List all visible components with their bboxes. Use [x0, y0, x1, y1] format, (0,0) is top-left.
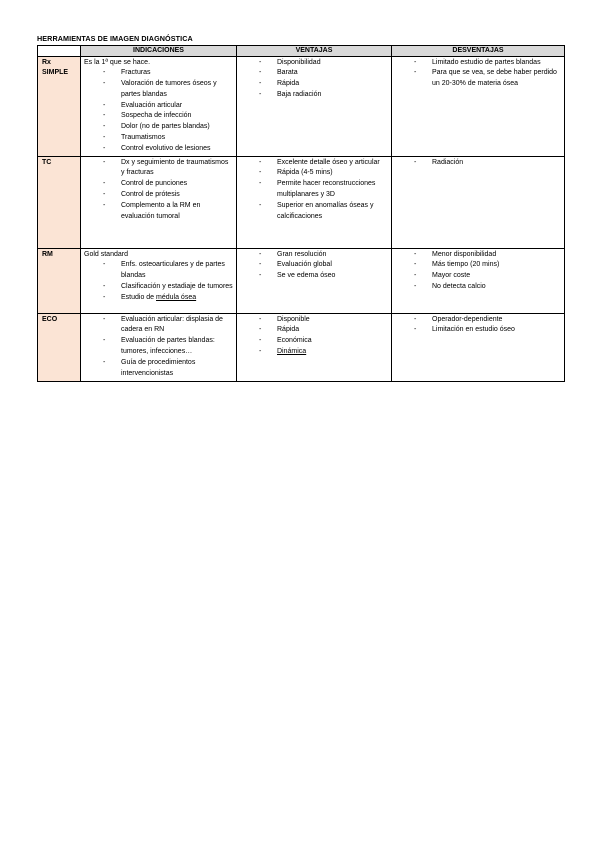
table-row-eco — [38, 313, 565, 381]
ventajas-list — [240, 158, 388, 223]
list-item: - Superior en anomalías óseas y calcificaciones — [240, 201, 388, 223]
list-item: - Rápida (4-5 mins) — [240, 168, 388, 179]
list-item: - Mayor coste — [395, 271, 561, 282]
diagnostic-imaging-table — [37, 45, 565, 382]
list-item: - Excelente detalle óseo y articular — [240, 158, 388, 169]
list-item: - Para que se vea, se debe haber perdido un 20-30% de materia ósea — [395, 68, 561, 90]
desventajas-list — [395, 158, 561, 169]
table-row-tc — [38, 156, 565, 248]
list-item: - Operador-dependiente — [395, 315, 561, 326]
cell-ventajas-rx — [237, 56, 392, 156]
row-label-eco: ECO — [38, 313, 81, 381]
list-item: - Control de prótesis — [84, 190, 233, 201]
desventajas-list — [395, 250, 561, 293]
cell-indicaciones-rm — [81, 248, 237, 313]
header-indicaciones: INDICACIONES — [81, 46, 237, 57]
list-item: - Complemento a la RM en evaluación tumoral — [84, 201, 233, 223]
list-item: - Baja radiación — [240, 90, 388, 101]
list-item — [84, 293, 233, 304]
indicaciones-list — [84, 68, 233, 154]
page-title: HERRAMIENTAS DE IMAGEN DIAGNÓSTICA — [37, 34, 193, 43]
underlined-term: médula ósea — [156, 293, 197, 301]
row-label-rx: Rx SIMPLE — [38, 56, 81, 156]
list-item: - Valoración de tumores óseos y partes blandas — [84, 79, 233, 101]
list-item: - Se ve edema óseo — [240, 271, 388, 282]
table-header-row — [38, 46, 565, 57]
list-item: - Control evolutivo de lesiones — [84, 144, 233, 155]
header-ventajas: VENTAJAS — [237, 46, 392, 57]
list-item: - Clasificación y estadiaje de tumores — [84, 282, 233, 293]
header-desventajas: DESVENTAJAS — [392, 46, 565, 57]
list-item: - Dx y seguimiento de traumatismos y fracturas — [84, 158, 233, 180]
ventajas-list — [240, 58, 388, 101]
indicaciones-list — [84, 260, 233, 303]
list-item: - Disponible — [240, 315, 388, 326]
list-item: - Rápida — [240, 325, 388, 336]
ventajas-list — [240, 250, 388, 282]
list-item: - Rápida — [240, 79, 388, 90]
table-row-rx — [38, 56, 565, 156]
list-item: - No detecta calcio — [395, 282, 561, 293]
list-item: - Gran resolución — [240, 250, 388, 261]
cell-indicaciones-rx — [81, 56, 237, 156]
list-item: - Evaluación articular: displasia de cadera en RN — [84, 315, 233, 337]
indicaciones-intro: Es la 1ª que se hace. — [84, 58, 151, 66]
desventajas-list — [395, 315, 561, 337]
list-item: - Menor disponibilidad — [395, 250, 561, 261]
list-item: - Enfs. osteoarticulares y de partes blandas — [84, 260, 233, 282]
list-item: - Más tiempo (20 mins) — [395, 260, 561, 271]
list-item: - Guía de procedimientos intervencionistas — [84, 358, 233, 380]
indicaciones-intro: Gold standard — [84, 250, 128, 258]
desventajas-list — [395, 58, 561, 90]
row-label-tc: TC — [38, 156, 81, 248]
cell-ventajas-tc — [237, 156, 392, 248]
list-item: - Evaluación global — [240, 260, 388, 271]
table-row-rm — [38, 248, 565, 313]
header-corner-cell — [38, 46, 81, 57]
cell-ventajas-rm — [237, 248, 392, 313]
list-item: - Evaluación articular — [84, 101, 233, 112]
cell-desventajas-eco — [392, 313, 565, 381]
list-item: - Traumatismos — [84, 133, 233, 144]
cell-ventajas-eco — [237, 313, 392, 381]
list-item: - Limitado estudio de partes blandas — [395, 58, 561, 69]
list-item: - Sospecha de infección — [84, 111, 233, 122]
list-item: - Control de punciones — [84, 179, 233, 190]
cell-desventajas-tc — [392, 156, 565, 248]
indicaciones-list — [84, 315, 233, 380]
list-item: - Radiación — [395, 158, 561, 169]
list-item: - Dolor (no de partes blandas) — [84, 122, 233, 133]
ventajas-list — [240, 315, 388, 358]
list-item: - Fracturas — [84, 68, 233, 79]
list-item: - Evaluación de partes blandas: tumores, infecciones… — [84, 336, 233, 358]
row-label-rm: RM — [38, 248, 81, 313]
cell-desventajas-rm — [392, 248, 565, 313]
indicaciones-list — [84, 158, 233, 223]
list-item: - Limitación en estudio óseo — [395, 325, 561, 336]
cell-indicaciones-tc — [81, 156, 237, 248]
list-item-prefix: Estudio de — [121, 293, 157, 301]
cell-desventajas-rx — [392, 56, 565, 156]
list-item: - Económica — [240, 336, 388, 347]
list-item: - Permite hacer reconstrucciones multiplanares y 3D — [240, 179, 388, 201]
list-item: - Barata — [240, 68, 388, 79]
cell-indicaciones-eco — [81, 313, 237, 381]
list-item: - Dinámica — [240, 347, 388, 358]
list-item: - Disponibilidad — [240, 58, 388, 69]
